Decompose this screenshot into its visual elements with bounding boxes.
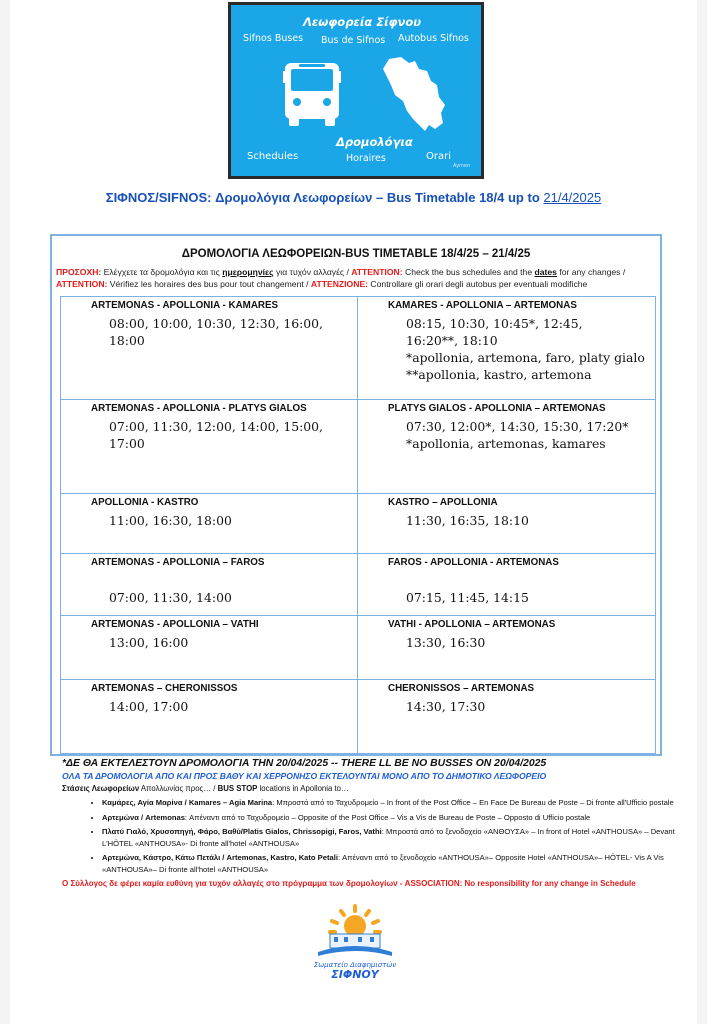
stop-description: : Μπροστά από το ξενοδοχείο «ΑΝΘΟΥΣΑ» – In front of Hotel «ANTHOUSA» – Devant L'HÔTEL «ANTHOUSA»- Di fronte all'hotel «ANTHOUSA»: [102, 827, 675, 848]
route-cell-right: [358, 494, 656, 554]
time-line: 14:00, 17:00: [109, 699, 189, 714]
attention-notice: [56, 266, 658, 290]
time-line: 18:00: [109, 333, 145, 348]
time-line: 07:30, 12:00*, 14:30, 15:30, 17:20*: [406, 419, 629, 434]
time-line: 11:00, 16:30, 18:00: [109, 513, 232, 528]
association-disclaimer: Ο Σύλλογος δε φέρει καμία ευθύνη για τυχόν αλλαγές στο πρόγραμμα των δρομολογίων - ASSOCIATION: No responsibility for any change in Schedule: [62, 879, 636, 888]
route-name: FAROS - APOLLONIA - ARTEMONAS: [388, 557, 559, 568]
time-line: 07:00, 11:30, 14:00: [109, 590, 232, 605]
route-times: [406, 418, 649, 452]
stop-place: Καμάρες, Αγία Μαρίνα / Kamares – Agia Marina: [102, 798, 273, 807]
route-name: KASTRO – APOLLONIA: [388, 497, 498, 508]
stop-description: : Απέναντι από το ξενοδοχείο «ANTHOUSA»– Opposite Hotel «ANTHOUSA»– HÔTEL- Vis A Vis «ANTHOUSA»– Di fronte all'hotel «ANTHOUSA»: [102, 853, 664, 874]
attention-gr-text: Ελέγχετε τα δρομολόγια και τις: [101, 267, 223, 277]
route-cell-right: [358, 554, 656, 616]
banner-horaires: Horaires: [346, 153, 386, 164]
page-title-date: 21/4/2025: [543, 190, 602, 205]
banner-subtitle-fr: Bus de Sifnos: [321, 35, 386, 46]
time-line: 07:00, 11:30, 12:00, 14:00, 15:00,: [109, 419, 323, 434]
route-times: [109, 698, 351, 715]
village-houses-icon: [318, 934, 392, 956]
association-logo: [308, 904, 402, 980]
page: [10, 0, 697, 1024]
page-title: [10, 190, 697, 205]
route-cell-left: [60, 296, 358, 400]
attention-en-dates: dates: [534, 267, 557, 277]
time-line: 08:00, 10:00, 10:30, 12:30, 16:00,: [109, 316, 323, 331]
route-times: [109, 418, 351, 452]
municipal-bus-notice: ΟΛΑ ΤΑ ΔΡΟΜΟΛΟΓΙΑ ΑΠΟ ΚΑΙ ΠΡΟΣ ΒΑΘΥ ΚΑΙ ΧΕΡΡΟΝΗΣΟ ΕΚΤΕΛΟΥΝΤΑΙ ΜΟΝΟ ΑΠΟ ΤΟ ΔΗΜΟΤΙΚΟ ΛΕΩΦΟΡΕΙΟ: [62, 771, 547, 781]
route-name: ARTEMONAS - APOLLONIA – FAROS: [91, 557, 265, 568]
time-line: 13:00, 16:00: [109, 635, 189, 650]
route-cell-left: [60, 680, 358, 754]
attention-gr-dates: ημερομηνίες: [222, 267, 274, 277]
route-name: PLATYS GIALOS - APOLLONIA – ARTEMONAS: [388, 403, 606, 414]
route-name: ARTEMONAS – CHERONISSOS: [91, 683, 238, 694]
time-line: [109, 572, 351, 589]
bus-stops-intro-text2: locations in Apollonia to…: [257, 784, 349, 793]
route-times: [406, 512, 649, 529]
stop-place: Αρτεμώνα, Κάστρο, Κάτω Πετάλι / Artemonas, Kastro, Kato Petali: [102, 853, 338, 862]
attention-gr-text2: για τυχόν αλλαγές /: [273, 267, 352, 277]
time-line: 14:30, 17:30: [406, 699, 486, 714]
attention-fr-text: Vérifiez les horaires des bus pour tout changement /: [107, 279, 311, 289]
attention-en-text2: for any changes /: [556, 267, 626, 277]
page-title-prefix: ΣΙΦΝΟΣ/SIFNOS: Δρομολόγια Λεωφορείων – Bus Timetable 18/4 up to: [105, 190, 544, 205]
route-cell-right: [358, 616, 656, 680]
bus-stops-intro-gr: Στάσεις Λεωφορείων: [62, 784, 140, 793]
route-name: VATHI - APOLLONIA – ARTEMONAS: [388, 619, 556, 630]
list-item: [102, 797, 682, 809]
time-line: 07:15, 11:45, 14:15: [406, 590, 529, 605]
time-line: [406, 572, 649, 589]
attention-en-label: ATTENTION:: [351, 267, 403, 277]
list-item: [102, 812, 682, 824]
attention-en-text: Check the bus schedules and the: [402, 267, 535, 277]
bus-stops-intro-text: Απολλωνίας προς… /: [139, 784, 218, 793]
route-cell-right: [358, 680, 656, 754]
banner-schedules: Schedules: [247, 151, 299, 162]
banner-title: Λεωφορεία Σίφνου: [303, 15, 422, 29]
banner-orari: Orari: [426, 151, 451, 162]
route-cell-left: [60, 616, 358, 680]
route-cell-right: [358, 296, 656, 400]
sun-icon: [330, 906, 380, 937]
route-name: CHERONISSOS – ARTEMONAS: [388, 683, 535, 694]
logo-line1: Σωματείο Διαφημιστών: [313, 961, 397, 969]
time-line: *apollonia, artemona, faro, platy gialo: [406, 350, 645, 365]
route-times: [406, 315, 649, 383]
route-name: ARTEMONAS - APOLLONIA - PLATYS GIALOS: [91, 403, 307, 414]
route-cell-left: [60, 554, 358, 616]
sifnos-island-icon: [379, 55, 449, 135]
time-line: *apollonia, artemonas, kamares: [406, 436, 606, 451]
route-times: [109, 315, 351, 349]
timetable-title: ΔΡΟΜΟΛΟΓΙΑ ΛΕΩΦΟΡΕΙΩΝ-BUS TIMETABLE 18/4/25 – 21/4/25: [181, 248, 531, 260]
banner-dromologia: Δρομολόγια: [336, 135, 413, 149]
route-cell-left: [60, 494, 358, 554]
route-times: [109, 634, 351, 651]
route-times: [406, 698, 649, 715]
header-banner: [228, 2, 484, 179]
no-bus-notice: *ΔΕ ΘΑ ΕΚΤΕΛΕΣΤΟΥΝ ΔΡΟΜΟΛΟΓΙΑ ΤΗΝ 20/04/2025 -- THERE LL BE NO BUSSES ON 20/04/2025: [62, 758, 547, 769]
time-line: 08:15, 10:30, 10:45*, 12:45,: [406, 316, 583, 331]
time-line: 16:20**, 18:10: [406, 333, 498, 348]
notes-section: [62, 758, 682, 888]
banner-signature: Aymen: [453, 163, 471, 169]
route-cell-right: [358, 400, 656, 494]
route-times: [406, 634, 649, 651]
attention-fr-label: ATTENTION:: [56, 279, 108, 289]
bus-stops-intro: [62, 784, 682, 793]
time-line: 13:30, 16:30: [406, 635, 486, 650]
route-cell-left: [60, 400, 358, 494]
timetable-header: [52, 236, 660, 296]
stop-description: : Μπροστά από το Ταχυδρομείο – In front of the Post Office – En Face De Bureau de Poste – Di fronte all'Ufficio postale: [272, 798, 674, 807]
route-times: [109, 572, 351, 606]
banner-subtitle-it: Autobus Sifnos: [398, 33, 469, 44]
stop-description: : Απέναντι από το Ταχυδρομείο – Opposite of the Post Office – Vis a Vis de Bureau de Poste – Opposto di Ufficio postale: [184, 812, 591, 822]
bus-stops-list: [62, 797, 682, 875]
attention-it-text: Controllare gli orari degli autobus per eventuali modifiche: [368, 279, 588, 289]
logo-line2: ΣΙΦΝΟΥ: [331, 968, 379, 980]
route-name: ARTEMONAS - APOLLONIA - KAMARES: [91, 300, 279, 311]
route-name: ARTEMONAS - APOLLONIA – VATHI: [91, 619, 259, 630]
banner-subtitle-en: Sifnos Buses: [243, 33, 304, 44]
time-line: 11:30, 16:35, 18:10: [406, 513, 529, 528]
list-item: [102, 852, 682, 875]
time-line: 17:00: [109, 436, 145, 451]
list-item: [102, 826, 682, 849]
timetable-frame: [50, 234, 662, 756]
attention-gr-label: ΠΡΟΣΟΧΗ:: [56, 267, 102, 277]
stop-place: Αρτεμώνα / Artemonas: [102, 812, 185, 822]
route-name: APOLLONIA - KASTRO: [91, 497, 199, 508]
route-times: [406, 572, 649, 606]
route-name: KAMARES - APOLLONIA – ARTEMONAS: [388, 300, 577, 311]
route-times: [109, 512, 351, 529]
stop-place: Πλατύ Γιαλό, Χρυσοπηγή, Φάρο, Βαθύ/Platis Gialos, Chrissopigi, Faros, Vathi: [102, 827, 382, 836]
attention-it-label: ATTENZIONE:: [310, 279, 369, 289]
bus-stops-intro-en: BUS STOP: [217, 784, 258, 793]
bus-icon: [283, 57, 341, 127]
time-line: **apollonia, kastro, artemona: [406, 367, 592, 382]
